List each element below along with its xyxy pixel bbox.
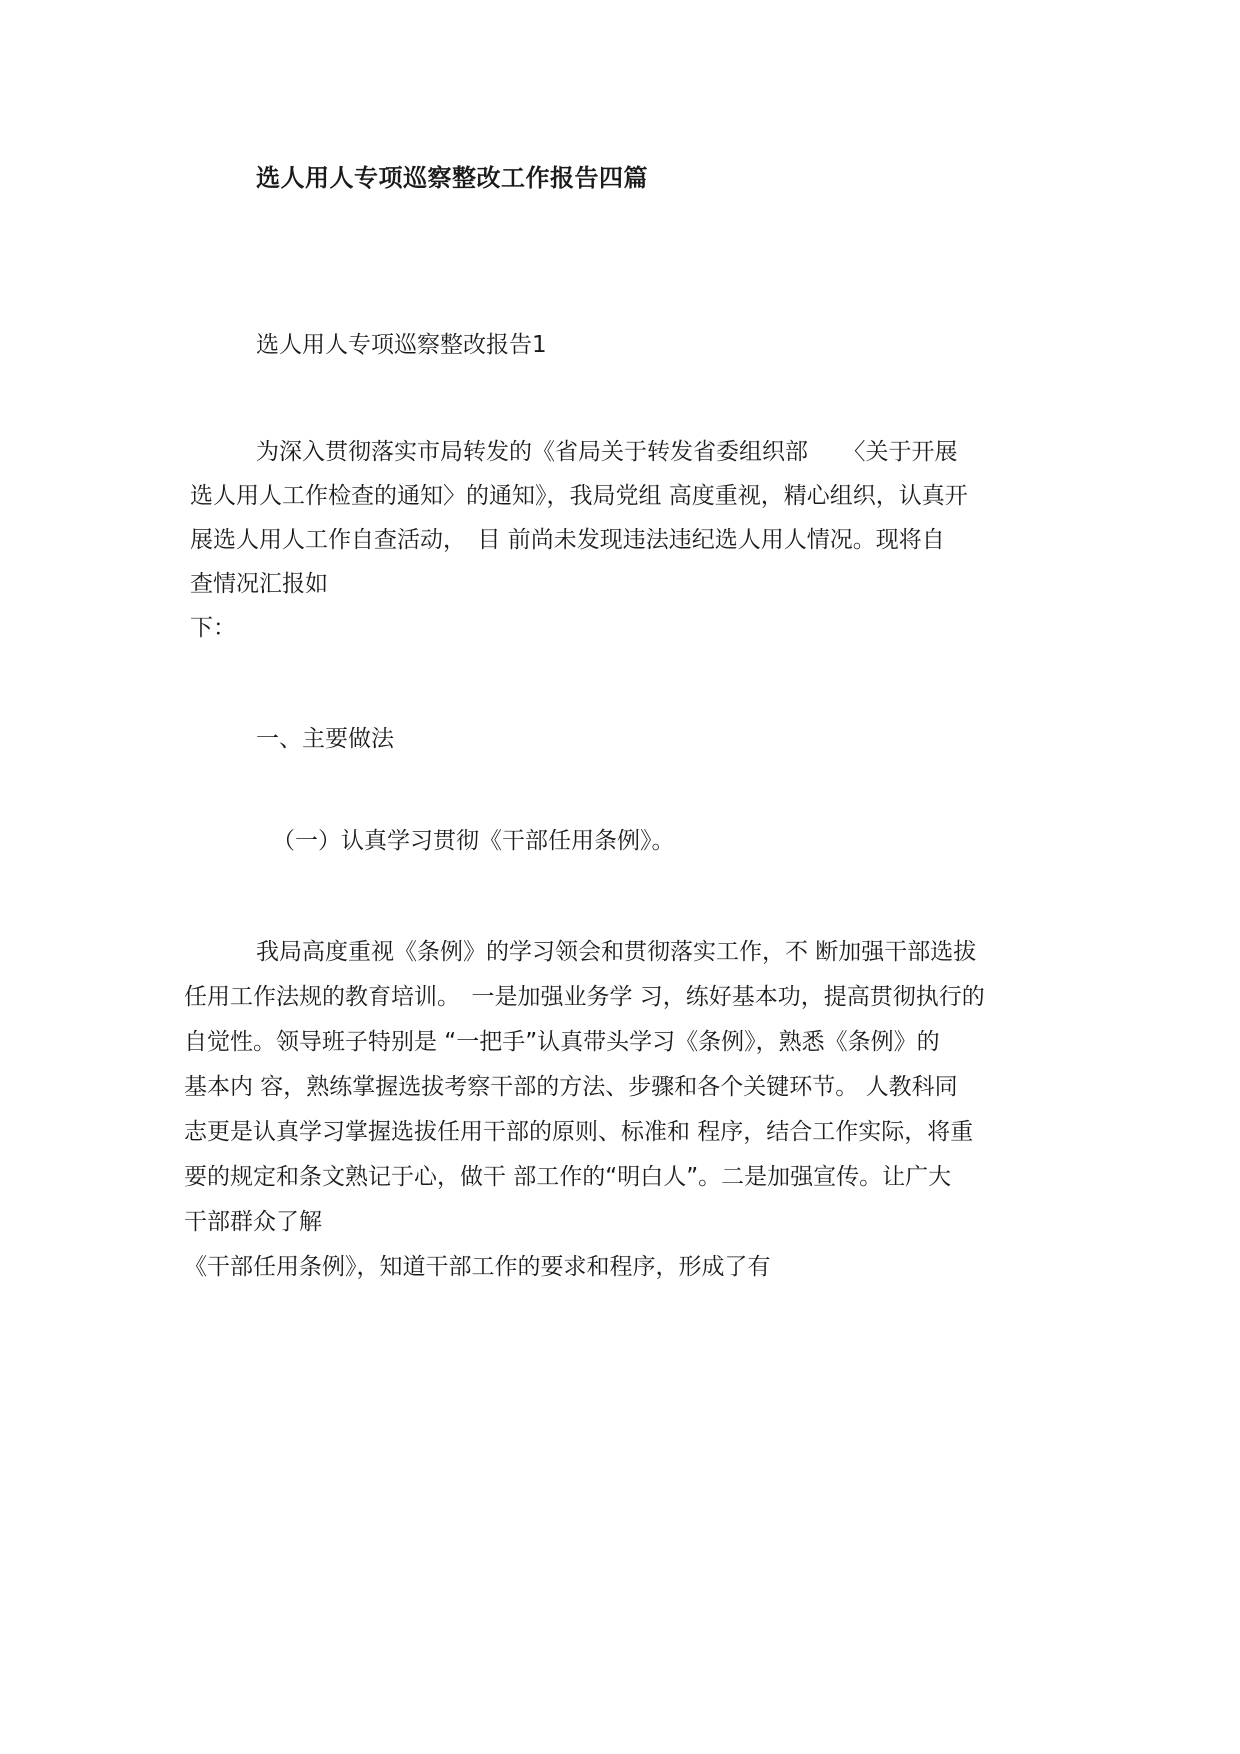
body-paragraph	[184, 930, 985, 1290]
section-heading: 一、主要做法	[256, 726, 394, 752]
paragraph-line: 《干部任用条例》，知道干部工作的要求和程序，形成了有	[184, 1254, 771, 1280]
paragraph-line: 自觉性。领导班子特别是 “一把手”认真带头学习《条例》，熟悉《条例》的	[184, 1029, 940, 1055]
paragraph-line: 干部群众了解	[184, 1209, 322, 1235]
paragraph-line: 我局高度重视《条例》的学习领会和贯彻落实工作，不 断加强干部选拔	[256, 939, 977, 965]
paragraph-line: 基本内 容，熟练掌握选拔考察干部的方法、步骤和各个关键环节。 人教科同	[184, 1074, 958, 1100]
section-subheading: （一）认真学习贯彻《干部任用条例》。	[272, 828, 675, 854]
paragraph-line: 为深入贯彻落实市局转发的《省局关于转发省委组织部 〈关于开展	[256, 439, 958, 465]
paragraph-line: 选人用人工作检查的通知〉的通知》，我局党组 高度重视，精心组织，认真开	[190, 483, 968, 509]
intro-paragraph	[190, 430, 968, 650]
paragraph-line: 下：	[190, 615, 236, 641]
paragraph-line: 查情况汇报如	[190, 571, 328, 597]
paragraph-line: 志更是认真学习掌握选拔任用干部的原则、标准和 程序，结合工作实际，将重	[184, 1119, 974, 1145]
document-title: 选人用人专项巡察整改工作报告四篇	[256, 164, 648, 192]
paragraph-line: 任用工作法规的教育培训。 一是加强业务学 习，练好基本功，提高贯彻执行的	[184, 984, 985, 1010]
report-subtitle: 选人用人专项巡察整改报告1	[256, 332, 547, 358]
paragraph-line: 展选人用人工作自查活动， 目 前尚未发现违法违纪选人用人情况。现将自	[190, 527, 945, 553]
paragraph-line: 要的规定和条文熟记于心，做干 部工作的“明白人”。二是加强宣传。让广大	[184, 1164, 952, 1190]
